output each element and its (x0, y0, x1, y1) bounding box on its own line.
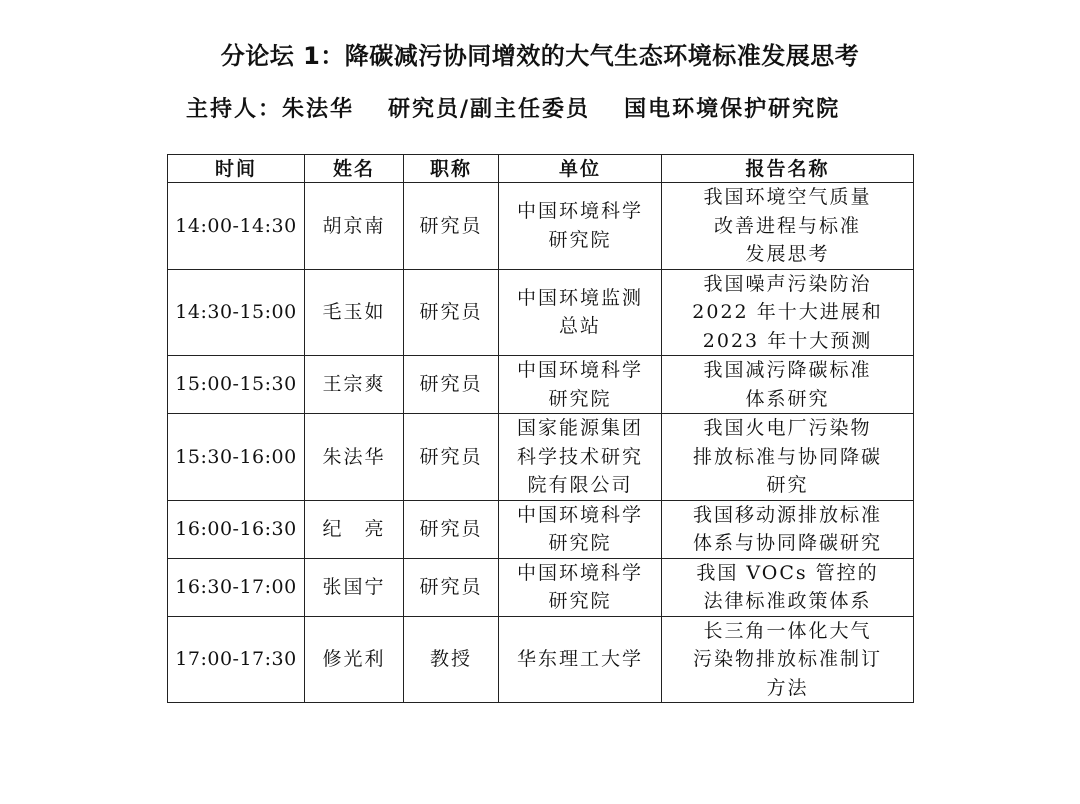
table-row (168, 558, 914, 616)
cell-report: 我国环境空气质量 改善进程与标准 发展思考 (662, 183, 914, 270)
cell-time: 15:30-16:00 (168, 414, 305, 501)
host-line (186, 92, 906, 123)
table-row (168, 414, 914, 501)
cell-report: 我国 VOCs 管控的 法律标准政策体系 (662, 558, 914, 616)
schedule-table (167, 154, 914, 703)
cell-name: 胡京南 (305, 183, 404, 270)
cell-time: 17:00-17:30 (168, 616, 305, 703)
host-organization: 国电环境保护研究院 (624, 96, 841, 122)
cell-name: 张国宁 (305, 558, 404, 616)
cell-unit: 中国环境科学 研究院 (499, 558, 662, 616)
cell-report: 我国移动源排放标准 体系与协同降碳研究 (662, 500, 914, 558)
cell-report: 我国火电厂污染物 排放标准与协同降碳 研究 (662, 414, 914, 501)
cell-unit: 中国环境监测 总站 (499, 269, 662, 356)
cell-name: 纪 亮 (305, 500, 404, 558)
cell-name: 毛玉如 (305, 269, 404, 356)
cell-unit: 中国环境科学 研究院 (499, 356, 662, 414)
cell-title: 研究员 (404, 500, 499, 558)
host-position: 研究员/副主任委员 (388, 96, 591, 122)
header-title: 职称 (404, 155, 499, 183)
cell-unit: 国家能源集团 科学技术研究 院有限公司 (499, 414, 662, 501)
table-row (168, 356, 914, 414)
cell-unit: 中国环境科学 研究院 (499, 183, 662, 270)
cell-time: 14:00-14:30 (168, 183, 305, 270)
cell-title: 教授 (404, 616, 499, 703)
cell-title: 研究员 (404, 356, 499, 414)
cell-title: 研究员 (404, 414, 499, 501)
cell-time: 16:00-16:30 (168, 500, 305, 558)
cell-time: 16:30-17:00 (168, 558, 305, 616)
table-row (168, 500, 914, 558)
header-time: 时间 (168, 155, 305, 183)
cell-title: 研究员 (404, 269, 499, 356)
cell-report: 我国减污降碳标准 体系研究 (662, 356, 914, 414)
cell-unit: 华东理工大学 (499, 616, 662, 703)
header-unit: 单位 (499, 155, 662, 183)
table-row (168, 269, 914, 356)
cell-report: 我国噪声污染防治 2022 年十大进展和 2023 年十大预测 (662, 269, 914, 356)
header-name: 姓名 (305, 155, 404, 183)
cell-time: 15:00-15:30 (168, 356, 305, 414)
cell-time: 14:30-15:00 (168, 269, 305, 356)
cell-name: 朱法华 (305, 414, 404, 501)
page-title: 分论坛 1：降碳减污协同增效的大气生态环境标准发展思考 (220, 42, 860, 70)
cell-name: 修光利 (305, 616, 404, 703)
table-row (168, 183, 914, 270)
table-header-row (168, 155, 914, 183)
cell-report: 长三角一体化大气 污染物排放标准制订 方法 (662, 616, 914, 703)
header-report: 报告名称 (662, 155, 914, 183)
cell-name: 王宗爽 (305, 356, 404, 414)
table-row (168, 616, 914, 703)
cell-unit: 中国环境科学 研究院 (499, 500, 662, 558)
cell-title: 研究员 (404, 558, 499, 616)
cell-title: 研究员 (404, 183, 499, 270)
host-name: 主持人：朱法华 (186, 96, 355, 122)
